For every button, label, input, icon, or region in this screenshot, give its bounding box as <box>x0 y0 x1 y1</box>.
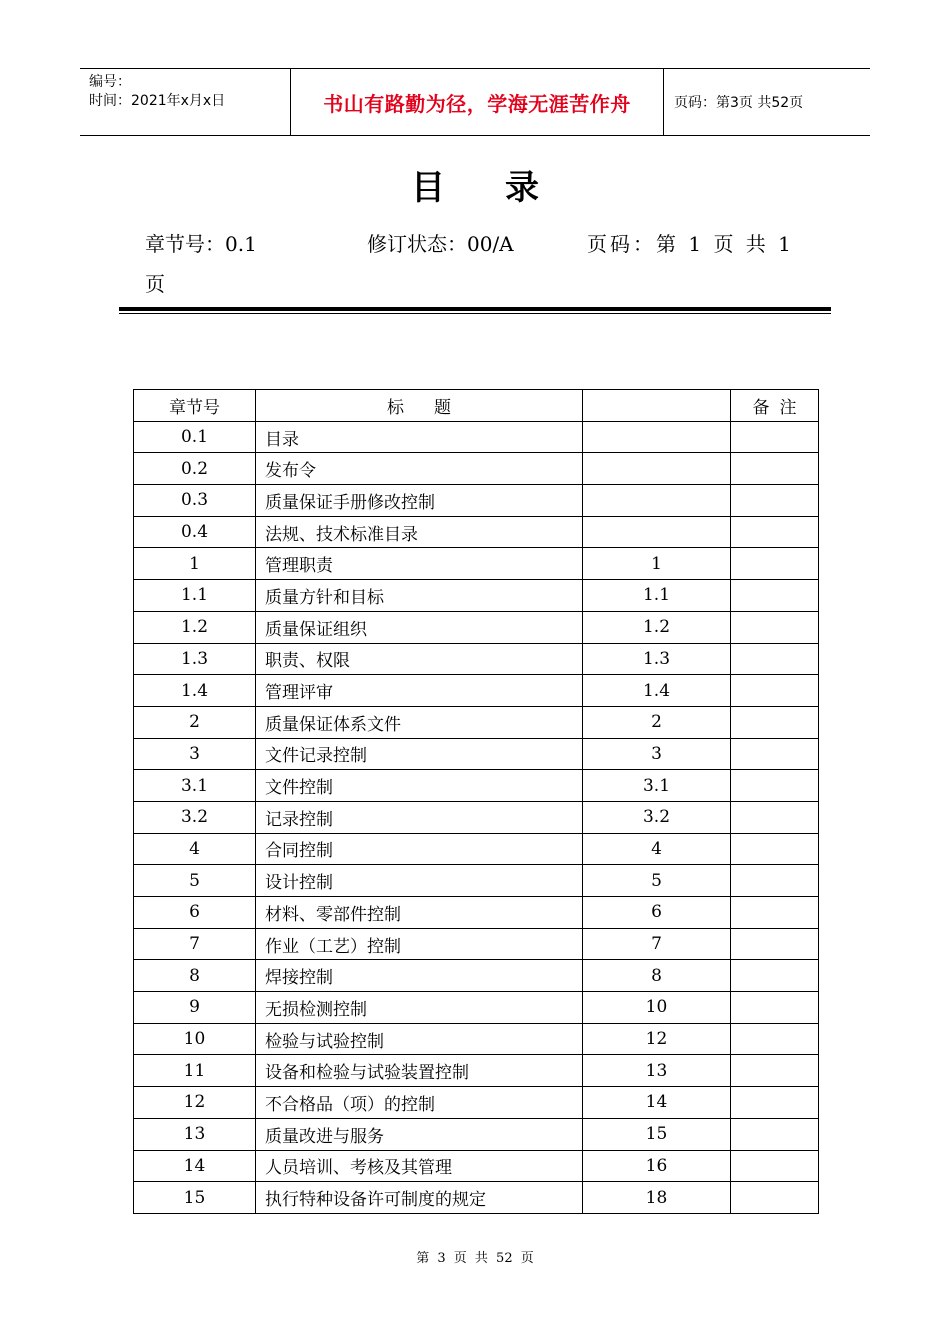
row-remarks <box>731 770 819 802</box>
row-title: 设计控制 <box>256 865 583 897</box>
row-title: 无损检测控制 <box>256 992 583 1024</box>
row-chapter: 1.4 <box>134 675 256 707</box>
row-page: 13 <box>583 1055 731 1087</box>
revision-status: 修订状态：00/A <box>367 232 514 256</box>
table-row <box>134 1118 819 1150</box>
row-title: 检验与试验控制 <box>256 1023 583 1055</box>
document-meta <box>145 220 825 269</box>
number-label: 编号： <box>89 74 131 90</box>
header-chapter: 章节号 <box>134 390 256 422</box>
header-title: 标题 <box>256 390 583 422</box>
row-remarks <box>731 865 819 897</box>
row-chapter: 12 <box>134 1087 256 1119</box>
row-page: 5 <box>583 865 731 897</box>
row-page: 3.1 <box>583 770 731 802</box>
row-title: 人员培训、考核及其管理 <box>256 1150 583 1182</box>
table-row <box>134 1182 819 1214</box>
row-remarks <box>731 453 819 485</box>
row-page <box>583 516 731 548</box>
row-chapter: 0.2 <box>134 453 256 485</box>
row-page: 15 <box>583 1118 731 1150</box>
row-title: 执行特种设备许可制度的规定 <box>256 1182 583 1214</box>
row-page: 16 <box>583 1150 731 1182</box>
row-chapter: 7 <box>134 928 256 960</box>
table-row <box>134 675 819 707</box>
row-page: 2 <box>583 706 731 738</box>
row-title: 质量保证组织 <box>256 611 583 643</box>
header-remarks: 备注 <box>731 390 819 422</box>
divider-thin <box>119 313 831 314</box>
time-label: 时间：2021年x月x日 <box>89 93 226 109</box>
table-row <box>134 738 819 770</box>
row-title: 设备和检验与试验装置控制 <box>256 1055 583 1087</box>
row-page: 6 <box>583 897 731 929</box>
row-chapter: 8 <box>134 960 256 992</box>
table-row <box>134 833 819 865</box>
toc-body <box>134 421 819 1213</box>
divider-thick <box>119 307 831 311</box>
table-row <box>134 1150 819 1182</box>
row-chapter: 14 <box>134 1150 256 1182</box>
page-number: 页码：第 1 页 共 1 <box>587 232 794 256</box>
row-page: 18 <box>583 1182 731 1214</box>
table-row <box>134 770 819 802</box>
table-row <box>134 865 819 897</box>
row-remarks <box>731 1055 819 1087</box>
row-chapter: 13 <box>134 1118 256 1150</box>
row-title: 法规、技术标准目录 <box>256 516 583 548</box>
row-remarks <box>731 1087 819 1119</box>
table-row <box>134 611 819 643</box>
row-chapter: 0.3 <box>134 485 256 517</box>
row-title: 管理职责 <box>256 548 583 580</box>
row-title: 文件控制 <box>256 770 583 802</box>
row-chapter: 4 <box>134 833 256 865</box>
table-row <box>134 928 819 960</box>
row-page <box>583 453 731 485</box>
table-row <box>134 548 819 580</box>
row-remarks <box>731 675 819 707</box>
row-title: 作业（工艺）控制 <box>256 928 583 960</box>
row-remarks <box>731 1182 819 1214</box>
row-page: 3 <box>583 738 731 770</box>
row-title: 职责、权限 <box>256 643 583 675</box>
row-remarks <box>731 643 819 675</box>
table-row <box>134 453 819 485</box>
row-remarks <box>731 960 819 992</box>
row-remarks <box>731 897 819 929</box>
row-remarks <box>731 1150 819 1182</box>
row-page: 8 <box>583 960 731 992</box>
row-remarks <box>731 706 819 738</box>
row-title: 目录 <box>256 421 583 453</box>
table-row <box>134 1023 819 1055</box>
row-chapter: 0.4 <box>134 516 256 548</box>
row-remarks <box>731 485 819 517</box>
row-remarks <box>731 1118 819 1150</box>
row-page: 1 <box>583 548 731 580</box>
row-chapter: 0.1 <box>134 421 256 453</box>
row-page <box>583 421 731 453</box>
row-title: 合同控制 <box>256 833 583 865</box>
row-title: 文件记录控制 <box>256 738 583 770</box>
row-chapter: 10 <box>134 1023 256 1055</box>
table-row <box>134 485 819 517</box>
row-page: 1.3 <box>583 643 731 675</box>
table-row <box>134 421 819 453</box>
row-chapter: 1 <box>134 548 256 580</box>
row-page: 1.2 <box>583 611 731 643</box>
row-page: 10 <box>583 992 731 1024</box>
row-title: 材料、零部件控制 <box>256 897 583 929</box>
row-remarks <box>731 516 819 548</box>
row-title: 质量保证手册修改控制 <box>256 485 583 517</box>
row-remarks <box>731 992 819 1024</box>
row-page: 14 <box>583 1087 731 1119</box>
row-remarks <box>731 928 819 960</box>
row-page: 4 <box>583 833 731 865</box>
header-info <box>80 69 291 136</box>
row-remarks <box>731 611 819 643</box>
row-title: 管理评审 <box>256 675 583 707</box>
row-chapter: 2 <box>134 706 256 738</box>
row-page: 3.2 <box>583 801 731 833</box>
table-row <box>134 580 819 612</box>
row-remarks <box>731 738 819 770</box>
row-remarks <box>731 580 819 612</box>
title-char-1: 目 <box>411 168 445 208</box>
row-chapter: 1.3 <box>134 643 256 675</box>
row-title: 焊接控制 <box>256 960 583 992</box>
table-row <box>134 960 819 992</box>
row-page <box>583 485 731 517</box>
page-footer: 第 3 页 共 52 页 <box>416 1251 534 1266</box>
row-title: 质量保证体系文件 <box>256 706 583 738</box>
table-row <box>134 1087 819 1119</box>
row-chapter: 15 <box>134 1182 256 1214</box>
table-row <box>134 706 819 738</box>
table-row <box>134 992 819 1024</box>
row-title: 不合格品（项）的控制 <box>256 1087 583 1119</box>
table-row <box>134 897 819 929</box>
row-page: 1.4 <box>583 675 731 707</box>
row-chapter: 5 <box>134 865 256 897</box>
page-header <box>80 68 870 136</box>
row-chapter: 9 <box>134 992 256 1024</box>
row-chapter: 3 <box>134 738 256 770</box>
table-row <box>134 1055 819 1087</box>
row-chapter: 6 <box>134 897 256 929</box>
row-chapter: 1.1 <box>134 580 256 612</box>
row-title: 质量方针和目标 <box>256 580 583 612</box>
row-remarks <box>731 548 819 580</box>
row-chapter: 1.2 <box>134 611 256 643</box>
toc-table <box>133 389 819 1214</box>
row-chapter: 11 <box>134 1055 256 1087</box>
chapter-number: 章节号：0.1 <box>145 232 257 256</box>
document-title <box>0 160 950 209</box>
row-remarks <box>731 1023 819 1055</box>
table-row <box>134 516 819 548</box>
row-remarks <box>731 421 819 453</box>
header-page <box>583 390 731 422</box>
title-char-2: 录 <box>505 168 539 208</box>
row-title: 质量改进与服务 <box>256 1118 583 1150</box>
row-title: 发布令 <box>256 453 583 485</box>
page-number-continued: 页 <box>145 272 165 296</box>
row-remarks <box>731 801 819 833</box>
row-page: 1.1 <box>583 580 731 612</box>
header-page-info: 页码：第3页 共52页 <box>664 69 871 136</box>
row-title: 记录控制 <box>256 801 583 833</box>
table-row <box>134 643 819 675</box>
table-row <box>134 801 819 833</box>
toc-header-row <box>134 390 819 422</box>
row-page: 7 <box>583 928 731 960</box>
row-chapter: 3.2 <box>134 801 256 833</box>
row-page: 12 <box>583 1023 731 1055</box>
row-chapter: 3.1 <box>134 770 256 802</box>
row-remarks <box>731 833 819 865</box>
header-motto: 书山有路勤为径，学海无涯苦作舟 <box>291 69 664 136</box>
